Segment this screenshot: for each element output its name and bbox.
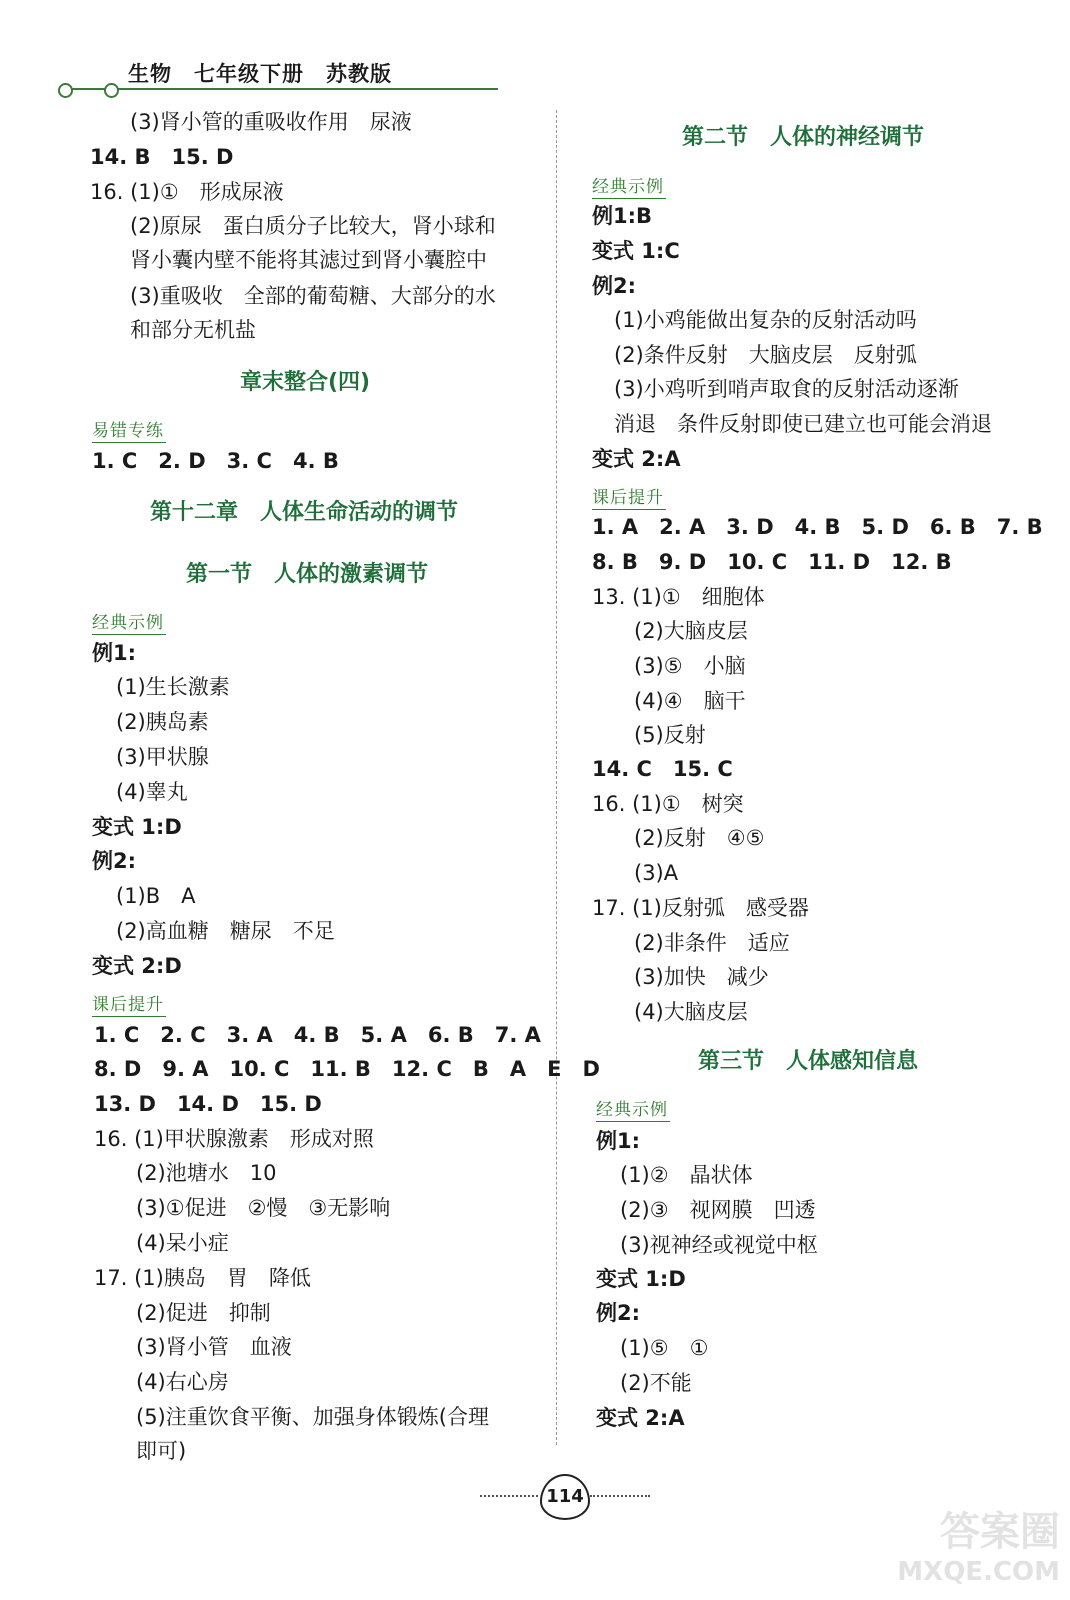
- answer-line: (5)反射: [634, 723, 706, 747]
- answer-line: (5)注重饮食平衡、加强身体锻炼(合理: [136, 1405, 489, 1429]
- answer-line: 16. (1)① 形成尿液: [90, 180, 284, 204]
- answer-line: 13. (1)① 细胞体: [592, 585, 765, 609]
- section-heading: 章末整合(四): [240, 370, 371, 395]
- page-number: 114: [540, 1474, 590, 1520]
- header-circle-left: [58, 83, 73, 98]
- answer-line: (3)加快 减少: [634, 965, 769, 989]
- answer-line: (1)⑤ ①: [620, 1336, 709, 1360]
- answer-line: (2)促进 抑制: [136, 1301, 271, 1325]
- answer-line: 1. A 2. A 3. D 4. B 5. D 6. B 7. B: [592, 515, 1043, 539]
- answer-line: (3)小鸡听到哨声取食的反射活动逐渐: [614, 377, 959, 401]
- answer-line: 13. D 14. D 15. D: [94, 1092, 322, 1116]
- column-divider: [556, 110, 557, 1445]
- answer-line: (3)甲状腺: [116, 745, 209, 769]
- answer-line: 变式 1:C: [592, 239, 680, 263]
- watermark-text: 答案圈: [940, 1509, 1060, 1555]
- answer-line: 16. (1)甲状腺激素 形成对照: [94, 1127, 374, 1151]
- answer-line: 变式 2:D: [92, 954, 182, 978]
- answer-line: 例1:: [92, 641, 137, 665]
- answer-line: (1)生长激素: [116, 675, 230, 699]
- answer-line: 16. (1)① 树突: [592, 792, 744, 816]
- answer-line: (2)原尿 蛋白质分子比较大，肾小球和: [130, 214, 496, 238]
- answer-line: 8. B 9. D 10. C 11. D 12. B: [592, 550, 952, 574]
- answer-line: 变式 2:A: [592, 447, 681, 471]
- answer-line: 例1:B: [592, 204, 653, 228]
- chapter-heading: 第十二章 人体生命活动的调节: [150, 500, 459, 525]
- answer-line: (2)非条件 适应: [634, 931, 790, 955]
- answer-line: (4)右心房: [136, 1370, 229, 1394]
- answer-line: (4)④ 脑干: [634, 689, 746, 713]
- answer-line: (3)肾小管 血液: [136, 1335, 292, 1359]
- section-heading: 第三节 人体感知信息: [698, 1049, 919, 1074]
- answer-line: (3)视神经或视觉中枢: [620, 1233, 818, 1257]
- answer-line: 变式 2:A: [596, 1406, 685, 1430]
- answer-line: 变式 1:D: [596, 1267, 686, 1291]
- answer-line: (3)A: [634, 861, 679, 885]
- answer-line: 例2:: [592, 274, 637, 298]
- answer-line: 17. (1)胰岛 胃 降低: [94, 1266, 311, 1290]
- answer-line: 和部分无机盐: [130, 318, 256, 342]
- section-tag: 课后提升: [592, 483, 666, 510]
- section-tag: 经典示例: [596, 1095, 670, 1122]
- answer-line: (4)睾丸: [116, 780, 188, 804]
- header-rule: [68, 88, 498, 90]
- answer-line: (3)重吸收 全部的葡萄糖、大部分的水: [130, 284, 496, 308]
- answer-line: (2)③ 视网膜 凹透: [620, 1198, 816, 1222]
- answer-line: 例2:: [92, 849, 137, 873]
- answer-line: (1)B A: [116, 884, 196, 908]
- answer-line: (2)不能: [620, 1371, 692, 1395]
- answer-line: (2)高血糖 糖尿 不足: [116, 919, 335, 943]
- answer-line: 17. (1)反射弧 感受器: [592, 896, 809, 920]
- watermark-url: MXQE.COM: [897, 1557, 1060, 1587]
- section-tag: 易错专练: [92, 416, 166, 443]
- answer-line: 14. B 15. D: [90, 145, 234, 169]
- answer-line: 变式 1:D: [92, 815, 182, 839]
- answer-line: (2)池塘水 10: [136, 1161, 277, 1185]
- header-title: 生物 七年级下册 苏教版: [128, 62, 392, 86]
- footer-dots-left: [480, 1495, 538, 1497]
- watermark-logo: [850, 1509, 1060, 1592]
- answer-line: 8. D 9. A 10. C 11. B 12. C B A E D: [94, 1057, 600, 1081]
- answer-line: 例1:: [596, 1129, 641, 1153]
- answer-line: 消退 条件反射即使已建立也可能会消退: [614, 412, 992, 436]
- answer-line: 例2:: [596, 1301, 641, 1325]
- answer-line: 1. C 2. C 3. A 4. B 5. A 6. B 7. A: [94, 1023, 541, 1047]
- answer-line: (1)小鸡能做出复杂的反射活动吗: [614, 308, 917, 332]
- section-tag: 经典示例: [92, 608, 166, 635]
- section-heading: 第二节 人体的神经调节: [682, 125, 925, 150]
- answer-line: 14. C 15. C: [592, 757, 733, 781]
- section-tag: 课后提升: [92, 990, 166, 1017]
- answer-line: (1)② 晶状体: [620, 1163, 753, 1187]
- answer-line: (3)①促进 ②慢 ③无影响: [136, 1196, 391, 1220]
- section-heading: 第一节 人体的激素调节: [186, 562, 429, 587]
- footer-dots-right: [590, 1495, 650, 1497]
- answer-line: 肾小囊内壁不能将其滤过到肾小囊腔中: [130, 248, 487, 272]
- answer-line: (3)肾小管的重吸收作用 尿液: [130, 110, 412, 134]
- answer-line: (4)大脑皮层: [634, 1000, 748, 1024]
- answer-line: 即可): [136, 1439, 187, 1463]
- header-circle-right: [104, 83, 119, 98]
- answer-line: (4)呆小症: [136, 1231, 229, 1255]
- answer-line: (2)大脑皮层: [634, 619, 748, 643]
- answer-line: (2)反射 ④⑤: [634, 826, 765, 850]
- answer-line: 1. C 2. D 3. C 4. B: [92, 449, 339, 473]
- answer-line: (2)条件反射 大脑皮层 反射弧: [614, 343, 917, 367]
- answer-line: (2)胰岛素: [116, 710, 209, 734]
- section-tag: 经典示例: [592, 172, 666, 199]
- answer-line: (3)⑤ 小脑: [634, 654, 746, 678]
